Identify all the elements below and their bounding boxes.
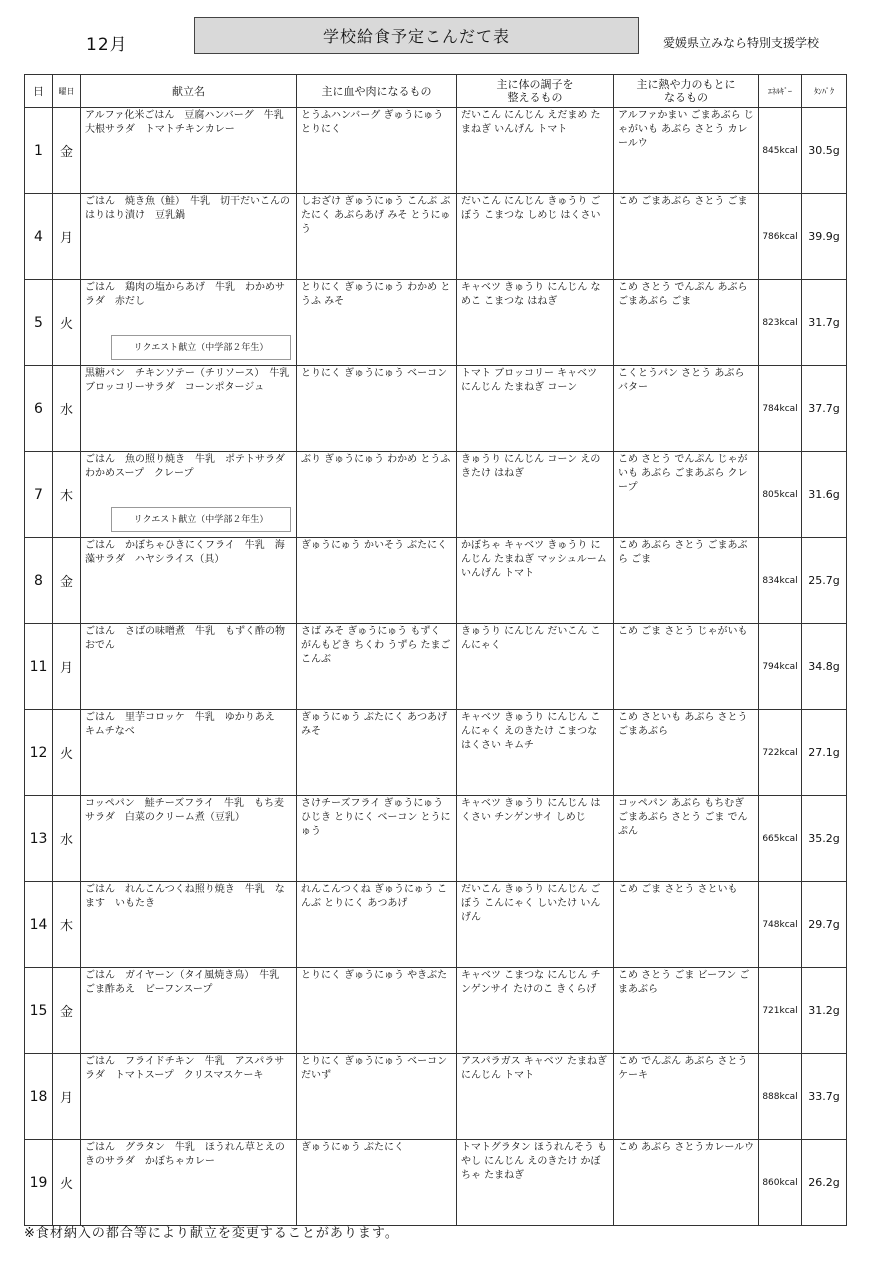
condition-cell-text: だいこん きゅうり にんじん ごぼう こんにゃく しいたけ いんげん	[461, 884, 601, 923]
protein-cell	[802, 1140, 847, 1226]
menu-cell-text: ごはん 焼き魚（鮭） 牛乳 切干だいこんのはりはり漬け 豆乳鍋	[85, 196, 290, 221]
kcal-cell-text: 721kcal	[762, 1005, 798, 1016]
condition-cell-text: アスパラガス キャベツ たまねぎ にんじん トマト	[461, 1056, 607, 1081]
condition-cell-text: トマトグラタン ほうれんそう もやし にんじん えのきたけ かぼちゃ たまねぎ	[461, 1142, 608, 1181]
condition-cell	[457, 538, 614, 624]
protein-cell	[802, 280, 847, 366]
blood-cell	[297, 194, 457, 280]
page-title-text: 学校給食予定こんだて表	[322, 27, 510, 46]
weekday-cell	[53, 366, 81, 452]
weekday-cell-text: 火	[59, 747, 73, 762]
energy-food-cell	[614, 194, 759, 280]
protein-cell	[802, 452, 847, 538]
day-cell-text: 8	[34, 572, 43, 589]
menu-cell	[81, 108, 297, 194]
energy-food-cell-text: こめ さとう ごま ビーフン ごまあぶら	[618, 970, 750, 995]
day-cell-text: 4	[34, 228, 43, 245]
col-kcal: ｴﾈﾙｷﾞｰ	[759, 75, 802, 108]
month-label: 12月	[86, 35, 128, 55]
energy-food-cell-text: アルファかまい ごまあぶら じゃがいも あぶら さとう カレールウ	[618, 110, 754, 149]
blood-cell	[297, 452, 457, 538]
kcal-cell-text: 722kcal	[762, 747, 798, 758]
menu-cell-text: 黒糖パン チキンソテー（チリソース） 牛乳 ブロッコリーサラダ コーンポタージュ	[85, 368, 300, 393]
condition-cell	[457, 710, 614, 796]
blood-cell-text: ぎゅうにゅう ぶたにく あつあげ みそ	[301, 712, 448, 737]
energy-food-cell	[614, 624, 759, 710]
energy-food-cell	[614, 968, 759, 1054]
blood-cell	[297, 624, 457, 710]
blood-cell	[297, 968, 457, 1054]
day-cell-text: 5	[34, 314, 43, 331]
day-cell-text: 7	[34, 486, 43, 503]
condition-cell	[457, 108, 614, 194]
weekday-cell	[53, 710, 81, 796]
energy-food-cell	[614, 538, 759, 624]
blood-cell	[297, 796, 457, 882]
energy-food-cell	[614, 710, 759, 796]
day-cell-text: 14	[29, 916, 48, 933]
protein-cell	[802, 968, 847, 1054]
table-row	[25, 882, 847, 968]
protein-cell	[802, 796, 847, 882]
menu-cell-text: ごはん ガイヤーン（タイ風焼き鳥） 牛乳 ごま酢あえ ビーフンスープ	[85, 970, 290, 995]
menu-cell	[81, 280, 297, 366]
condition-cell-text: きゅうり にんじん コーン えのきたけ はねぎ	[461, 454, 601, 479]
protein-cell	[802, 710, 847, 796]
day-cell	[25, 1054, 53, 1140]
menu-cell-text: ごはん かぼちゃひきにくフライ 牛乳 海藻サラダ ハヤシライス（具）	[85, 540, 285, 565]
blood-cell-text: ぎゅうにゅう かいそう ぶたにく	[301, 540, 448, 551]
day-cell	[25, 108, 53, 194]
col-condition	[457, 75, 614, 108]
weekday-cell-text: 月	[59, 1091, 73, 1106]
protein-cell-text: 34.8g	[808, 660, 840, 673]
energy-food-cell-text: こめ ごま さとう さといも	[618, 884, 738, 895]
day-cell-text: 19	[29, 1174, 48, 1191]
blood-cell-text: ぶり ぎゅうにゅう わかめ とうふ	[301, 454, 451, 465]
kcal-cell	[759, 1140, 802, 1226]
condition-cell-text: キャベツ こまつな にんじん チンゲンサイ たけのこ きくらげ	[461, 970, 601, 995]
condition-cell-text: トマト ブロッコリー キャベツ にんじん たまねぎ コーン	[461, 368, 598, 393]
kcal-cell	[759, 366, 802, 452]
energy-food-cell	[614, 796, 759, 882]
day-cell-text: 6	[34, 400, 43, 417]
table-row	[25, 108, 847, 194]
kcal-cell	[759, 624, 802, 710]
condition-cell	[457, 366, 614, 452]
col-protein: ﾀﾝﾊﾟｸ	[802, 75, 847, 108]
col-energy	[614, 75, 759, 108]
protein-cell-text: 29.7g	[808, 918, 840, 931]
protein-cell	[802, 1054, 847, 1140]
energy-food-cell	[614, 882, 759, 968]
col-energy-line2: なるもの	[664, 91, 708, 104]
condition-cell	[457, 452, 614, 538]
energy-food-cell-text: こめ でんぷん あぶら さとう ケーキ	[618, 1056, 748, 1081]
day-cell	[25, 968, 53, 1054]
protein-cell-text: 27.1g	[808, 746, 840, 759]
kcal-cell-text: 794kcal	[762, 661, 798, 672]
weekday-cell-text: 水	[59, 403, 73, 418]
kcal-cell-text: 860kcal	[762, 1177, 798, 1188]
menu-cell-text: ごはん グラタン 牛乳 ほうれん草とえのきのサラダ かぼちゃカレー	[85, 1142, 285, 1167]
col-day: 日	[25, 75, 53, 108]
energy-food-cell-text: こめ さとう でんぷん じゃがいも あぶら ごまあぶら クレープ	[618, 454, 748, 493]
kcal-cell	[759, 796, 802, 882]
kcal-cell-text: 805kcal	[762, 489, 798, 500]
blood-cell	[297, 710, 457, 796]
menu-cell-text: ごはん 魚の照り焼き 牛乳 ポテトサラダ わかめスープ クレープ	[85, 454, 295, 479]
kcal-cell-text: 823kcal	[762, 317, 798, 328]
menu-cell-text: ごはん れんこんつくね照り焼き 牛乳 なます いもたき	[85, 884, 285, 909]
blood-cell-text: とりにく ぎゅうにゅう ベーコン	[301, 368, 448, 379]
protein-cell	[802, 538, 847, 624]
protein-cell	[802, 624, 847, 710]
protein-cell-text: 25.7g	[808, 574, 840, 587]
day-cell	[25, 452, 53, 538]
day-cell	[25, 366, 53, 452]
table-row	[25, 710, 847, 796]
menu-cell-text: ごはん 鶏肉の塩からあげ 牛乳 わかめサラダ 赤だし	[85, 282, 285, 307]
energy-food-cell	[614, 108, 759, 194]
condition-cell-text: だいこん にんじん えだまめ たまねぎ いんげん トマト	[461, 110, 601, 135]
protein-cell-text: 31.2g	[808, 1004, 840, 1017]
day-cell-text: 11	[29, 658, 48, 675]
menu-cell	[81, 452, 297, 538]
day-cell-text: 18	[29, 1088, 48, 1105]
energy-food-cell	[614, 1140, 759, 1226]
weekday-cell-text: 月	[59, 231, 73, 246]
blood-cell	[297, 1054, 457, 1140]
table-row	[25, 968, 847, 1054]
menu-cell	[81, 710, 297, 796]
weekday-cell	[53, 108, 81, 194]
weekday-cell	[53, 624, 81, 710]
weekday-cell	[53, 882, 81, 968]
col-blood	[297, 75, 457, 108]
menu-cell-text: コッペパン 鮭チーズフライ 牛乳 もち麦サラダ 白菜のクリーム煮（豆乳）	[85, 798, 284, 823]
protein-cell-text: 26.2g	[808, 1176, 840, 1189]
table-row	[25, 194, 847, 280]
menu-cell-text: ごはん 里芋コロッケ 牛乳 ゆかりあえ キムチなべ	[85, 712, 285, 737]
menu-cell-text: アルファ化米ごはん 豆腐ハンバーグ 牛乳 大根サラダ トマトチキンカレー	[85, 110, 294, 135]
protein-cell-text: 31.6g	[808, 488, 840, 501]
menu-cell	[81, 1054, 297, 1140]
energy-food-cell	[614, 452, 759, 538]
protein-cell-text: 35.2g	[808, 832, 840, 845]
menu-cell	[81, 882, 297, 968]
weekday-cell-text: 金	[59, 145, 73, 160]
day-cell	[25, 796, 53, 882]
weekday-cell-text: 金	[59, 575, 73, 590]
condition-cell	[457, 624, 614, 710]
condition-cell-text: キャベツ きゅうり にんじん こんにゃく えのきたけ こまつな はくさい キムチ	[461, 712, 601, 751]
energy-food-cell-text: こくとうパン さとう あぶら バター	[618, 368, 745, 393]
kcal-cell-text: 665kcal	[762, 833, 798, 844]
kcal-cell	[759, 968, 802, 1054]
condition-cell	[457, 1054, 614, 1140]
energy-food-cell-text: コッペパン あぶら もちむぎ ごまあぶら さとう ごま でんぷん	[618, 798, 748, 837]
footer-note: ※食材納入の都合等により献立を変更することがあります。	[24, 1226, 399, 1241]
table-body	[25, 108, 847, 1226]
menu-cell	[81, 194, 297, 280]
page-title	[194, 17, 639, 54]
weekday-cell-text: 木	[59, 489, 73, 504]
menu-cell	[81, 538, 297, 624]
kcal-cell	[759, 280, 802, 366]
menu-cell	[81, 796, 297, 882]
table-row	[25, 280, 847, 366]
energy-food-cell-text: こめ ごま さとう じゃがいも	[618, 626, 748, 637]
day-cell-text: 12	[29, 744, 48, 761]
protein-cell	[802, 882, 847, 968]
blood-cell-text: さけチーズフライ ぎゅうにゅう ひじき とりにく ベーコン とうにゅう	[301, 798, 451, 837]
kcal-cell-text: 786kcal	[762, 231, 798, 242]
table-row	[25, 624, 847, 710]
weekday-cell	[53, 538, 81, 624]
day-cell	[25, 624, 53, 710]
condition-cell	[457, 194, 614, 280]
protein-cell	[802, 366, 847, 452]
day-cell	[25, 538, 53, 624]
energy-food-cell	[614, 280, 759, 366]
blood-cell-text: とりにく ぎゅうにゅう ベーコン だいず	[301, 1056, 448, 1081]
table-row	[25, 1140, 847, 1226]
energy-food-cell-text: こめ ごまあぶら さとう ごま	[618, 196, 748, 207]
weekday-cell-text: 金	[59, 1005, 73, 1020]
energy-food-cell-text: こめ さといも あぶら さとう ごまあぶら	[618, 712, 748, 737]
condition-cell	[457, 1140, 614, 1226]
weekday-cell	[53, 194, 81, 280]
condition-cell-text: キャベツ きゅうり にんじん なめこ こまつな はねぎ	[461, 282, 601, 307]
condition-cell-text: きゅうり にんじん だいこん こんにゃく	[461, 626, 601, 651]
weekday-cell	[53, 1054, 81, 1140]
kcal-cell	[759, 108, 802, 194]
weekday-cell-text: 火	[59, 317, 73, 332]
weekday-cell-text: 月	[59, 661, 73, 676]
menu-cell-text: ごはん フライドチキン 牛乳 アスパラサラダ トマトスープ クリスマスケーキ	[85, 1056, 285, 1081]
menu-cell	[81, 366, 300, 452]
blood-cell-text: とりにく ぎゅうにゅう わかめ とうふ みそ	[301, 282, 451, 307]
protein-cell	[802, 108, 847, 194]
col-condition-line1: 主に体の調子を	[496, 78, 574, 91]
energy-food-cell-text: こめ さとう でんぷん あぶら ごまあぶら ごま	[618, 282, 748, 307]
kcal-cell	[759, 538, 802, 624]
day-cell-text: 1	[34, 142, 43, 159]
kcal-cell	[759, 194, 802, 280]
menu-cell	[81, 1140, 297, 1226]
weekday-cell-text: 水	[59, 833, 73, 848]
kcal-cell	[759, 710, 802, 796]
weekday-cell	[53, 280, 81, 366]
day-cell-text: 13	[29, 830, 48, 847]
condition-cell-text: キャベツ きゅうり にんじん はくさい チンゲンサイ しめじ	[461, 798, 601, 823]
weekday-cell-text: 火	[59, 1177, 73, 1192]
day-cell	[25, 710, 53, 796]
blood-cell	[297, 366, 457, 452]
blood-cell-text: さば みそ ぎゅうにゅう もずく がんもどき ちくわ うずら たまご こんぶ	[301, 626, 451, 665]
day-cell	[25, 280, 53, 366]
kcal-cell	[759, 452, 802, 538]
energy-food-cell-text: こめ あぶら さとうカレールウ	[618, 1142, 755, 1153]
table-row	[25, 538, 847, 624]
condition-cell	[457, 882, 614, 968]
weekday-cell	[53, 1140, 81, 1226]
menu-table	[24, 74, 847, 1226]
table-row	[25, 796, 847, 882]
protein-cell-text: 37.7g	[808, 402, 840, 415]
col-condition-line2: 整えるもの	[507, 91, 563, 104]
protein-cell-text: 31.7g	[808, 316, 840, 329]
kcal-cell-text: 834kcal	[762, 575, 798, 586]
blood-cell-text: ぎゅうにゅう ぶたにく	[301, 1142, 404, 1153]
col-energy-line1: 主に熱や力のもとに	[636, 78, 736, 91]
kcal-cell-text: 748kcal	[762, 919, 798, 930]
kcal-cell-text: 888kcal	[762, 1091, 798, 1102]
energy-food-cell	[614, 1054, 759, 1140]
weekday-cell-text: 木	[59, 919, 73, 934]
protein-cell-text: 39.9g	[808, 230, 840, 243]
day-cell	[25, 1140, 53, 1226]
day-cell	[25, 194, 53, 280]
table-row	[25, 452, 847, 538]
blood-cell-text: れんこんつくね ぎゅうにゅう こんぶ とりにく あつあげ	[301, 884, 447, 909]
blood-cell	[297, 882, 457, 968]
blood-cell	[297, 280, 457, 366]
menu-cell	[81, 968, 297, 1054]
blood-cell-text: とうふハンバーグ ぎゅうにゅう とりにく	[301, 110, 444, 135]
weekday-cell	[53, 452, 81, 538]
condition-cell-text: かぼちゃ キャベツ きゅうり にんじん たまねぎ マッシュルーム いんげん トマト	[461, 540, 607, 579]
kcal-cell-text: 845kcal	[762, 145, 798, 156]
day-cell-text: 15	[29, 1002, 48, 1019]
blood-cell-text: とりにく ぎゅうにゅう やきぶた	[301, 970, 448, 981]
school-name: 愛媛県立みなら特別支援学校	[663, 36, 820, 50]
energy-food-cell	[614, 366, 759, 452]
col-blood-text: 主に血や肉になるもの	[321, 84, 432, 98]
kcal-cell-text: 784kcal	[762, 403, 798, 414]
condition-cell	[457, 280, 614, 366]
blood-cell	[297, 108, 457, 194]
col-menu: 献立名	[81, 75, 297, 108]
table-row	[25, 1054, 847, 1140]
blood-cell	[297, 1140, 457, 1226]
day-cell	[25, 882, 53, 968]
request-note: リクエスト献立（中学部２年生）	[111, 335, 291, 360]
weekday-cell	[53, 796, 81, 882]
table-row	[25, 366, 847, 452]
kcal-cell	[759, 1054, 802, 1140]
protein-cell-text: 33.7g	[808, 1090, 840, 1103]
weekday-cell	[53, 968, 81, 1054]
protein-cell	[802, 194, 847, 280]
condition-cell	[457, 968, 614, 1054]
condition-cell	[457, 796, 614, 882]
request-note: リクエスト献立（中学部２年生）	[111, 507, 291, 532]
blood-cell	[297, 538, 457, 624]
col-weekday: 曜日	[53, 75, 81, 108]
condition-cell-text: だいこん にんじん きゅうり ごぼう こまつな しめじ はくさい	[461, 196, 601, 221]
protein-cell-text: 30.5g	[808, 144, 840, 157]
energy-food-cell-text: こめ あぶら さとう ごまあぶら ごま	[618, 540, 748, 565]
table-header	[25, 75, 847, 108]
blood-cell-text: しおざけ ぎゅうにゅう こんぶ ぶたにく あぶらあげ みそ とうにゅう	[301, 196, 451, 235]
kcal-cell	[759, 882, 802, 968]
menu-cell	[81, 624, 297, 710]
menu-cell-text: ごはん さばの味噌煮 牛乳 もずく酢の物 おでん	[85, 626, 295, 651]
